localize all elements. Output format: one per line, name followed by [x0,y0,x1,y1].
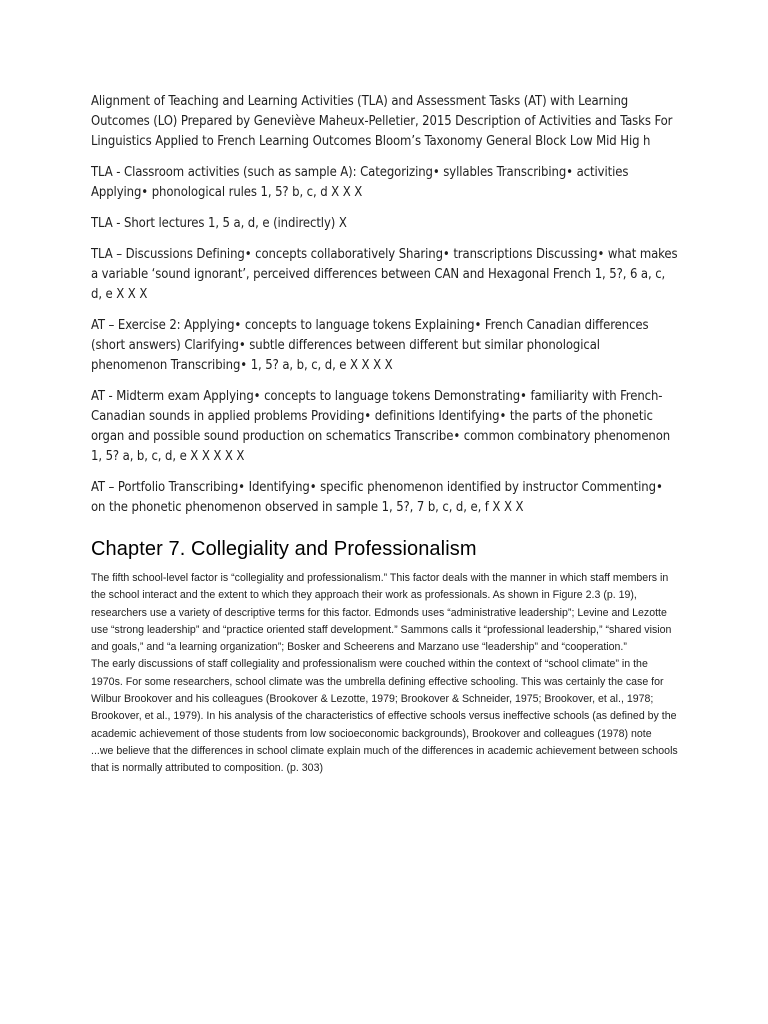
chapter-body [91,570,679,778]
at-midterm-exam: AT - Midterm exam Applying• concepts to language tokens Demonstrating• familiarity with French-Canadian sounds in applied problems Providing• definitions Identifying• the parts of the phonetic organ and possible sound production on schematics Transcribe• common combinatory phenomenon 1, 5? a, b, c, d, e X X X X X [91,389,671,464]
tla-short-lectures: TLA - Short lectures 1, 5 a, d, e (indirectly) X [91,216,347,231]
chapter-paragraph: The fifth school-level factor is “collegiality and professionalism.” This factor deals with the manner in which staff members in the school interact and the extent to which they approach their work as professionals. As shown in Figure 2.3 (p. 19), researchers use a variety of descriptive terms for this factor. Edmonds uses “administrative leadership”; Levine and Lezotte use “strong leadership” and “practice oriented staff development.” Sammons calls it “professional leadership,” “shared vision and goals,” and “a learning organization”; Bosker and Scheerens and Marzano use “leadership” and “cooperation.” [91,572,672,654]
at-portfolio: AT – Portfolio Transcribing• Identifying• specific phenomenon identified by instructor Commenting• on the phonetic phenomenon observed in sample 1, 5?, 7 b, c, d, e, f X X X [91,480,663,515]
block-quote: ...we believe that the differences in school climate explain much of the differences in academic achievement between schools that is normally attributed to composition. (p. 303) [91,744,678,775]
document-page [91,92,679,778]
tla-classroom-activities: TLA - Classroom activities (such as sample A): Categorizing• syllables Transcribing• activities Applying• phonological rules 1, 5? b, c, d X X X [91,165,629,200]
chapter-paragraph: The early discussions of staff collegiality and professionalism were couched within the context of “school climate” in the 1970s. For some researchers, school climate was the umbrella defining effective schooling. This was certainly the case for Wilbur Brookover and his colleagues (Brookover & Lezotte, 1979; Brookover & Schneider, 1975; Brookover, et al., 1978; Brookover, et al., 1979). In his analysis of the characteristics of effective schools versus ineffective schools (as defined by the academic achievement of those students from low socioeconomic backgrounds), Brookover and colleagues (1978) note [91,658,677,740]
chapter-title: Chapter 7. Collegiality and Professionalism [91,538,477,560]
at-exercise-2: AT – Exercise 2: Applying• concepts to language tokens Explaining• French Canadian differences (short answers) Clarifying• subtle differences between different but similar phonological phenomenon Transcribing• 1, 5? a, b, c, d, e X X X X [91,318,649,373]
tla-discussions: TLA – Discussions Defining• concepts collaboratively Sharing• transcriptions Discussing• what makes a variable ‘sound ignorant’, perceived differences between CAN and Hexagonal French 1, 5?, 6 a, c, d, e X X X [91,247,678,302]
tla-heading-paragraph: Alignment of Teaching and Learning Activities (TLA) and Assessment Tasks (AT) with Learning Outcomes (LO) Prepared by Geneviève Maheux-Pelletier, 2015 Description of Activities and Tasks For Linguistics Applied to French Learning Outcomes Bloom’s Taxonomy General Block Low Mid Hig h [91,94,673,149]
